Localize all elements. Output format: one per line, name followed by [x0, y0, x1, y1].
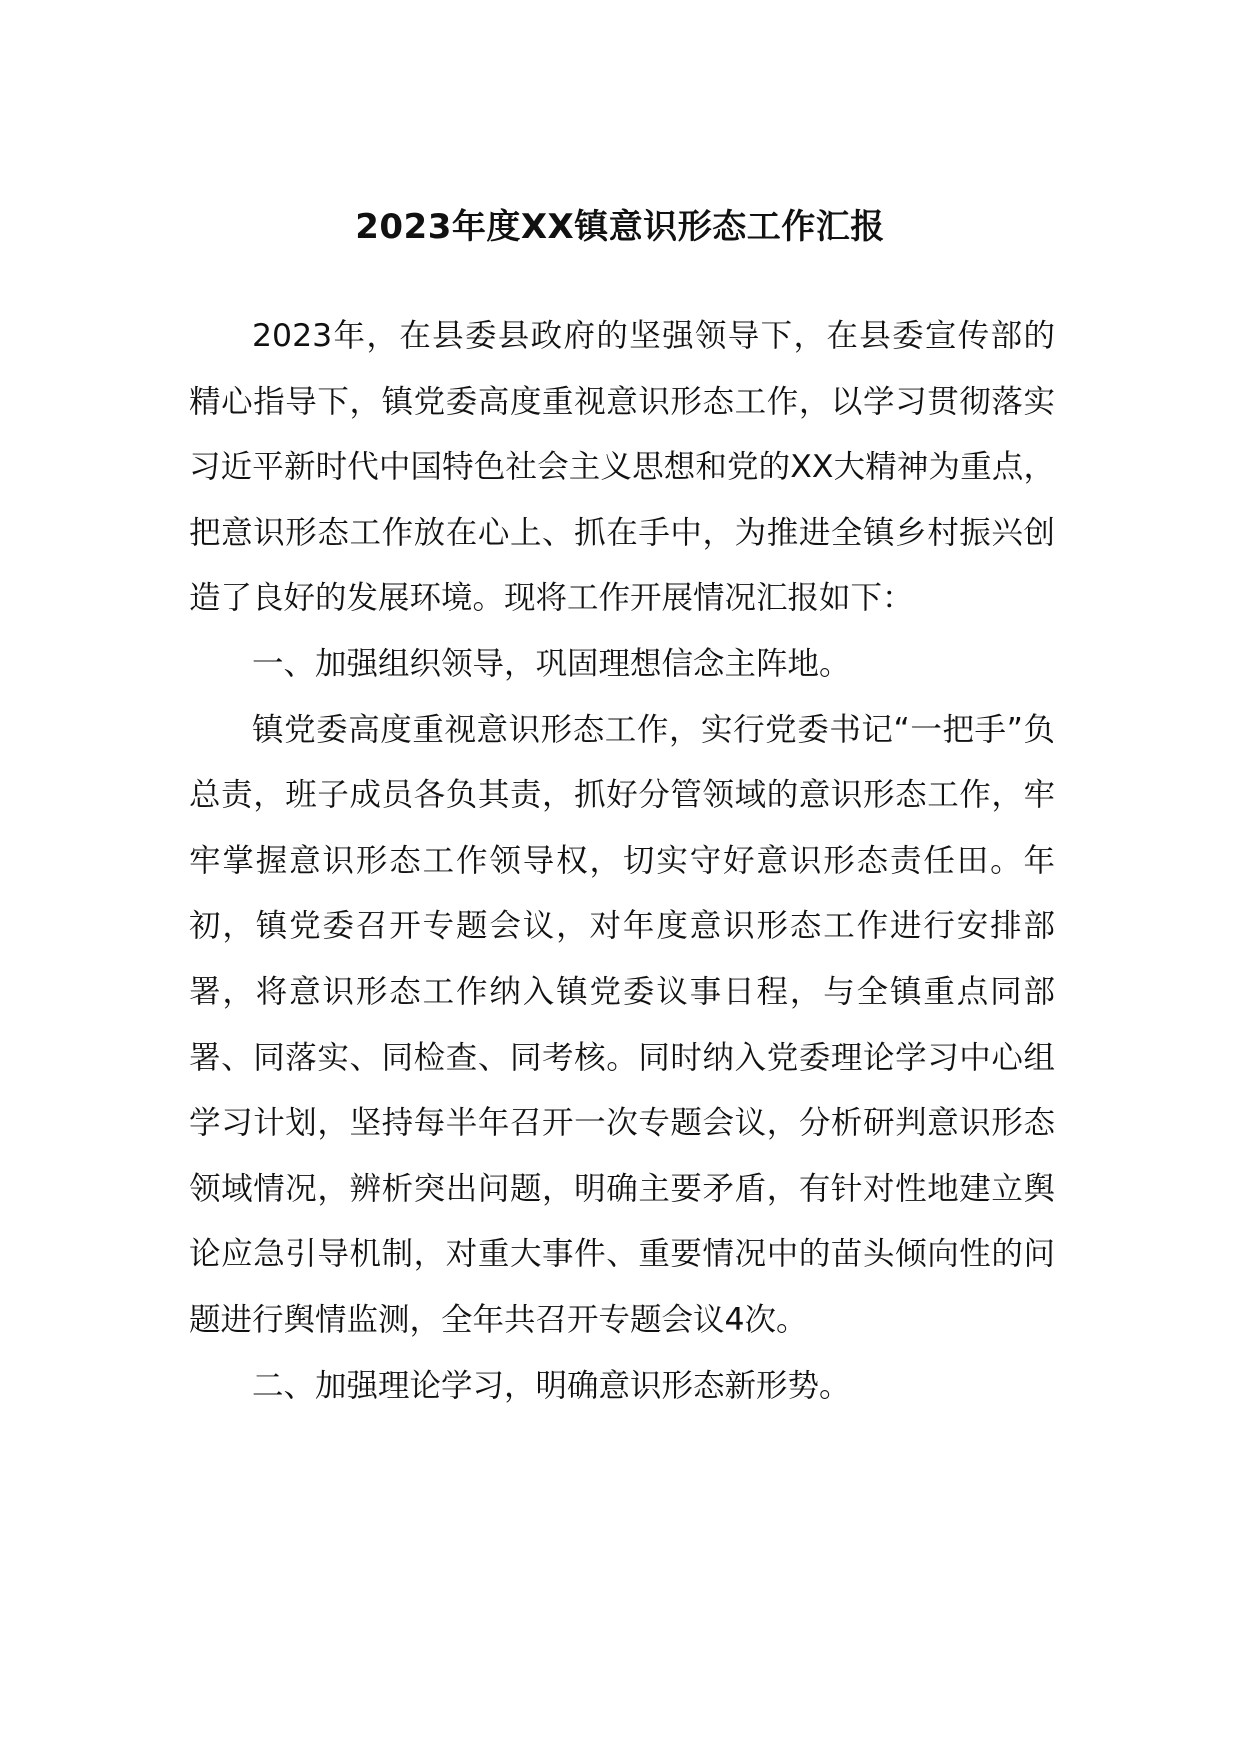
section-1-paragraph: 镇党委高度重视意识形态工作，实行党委书记“一把手”负总责，班子成员各负其责，抓好分管领域的意识形态工作，牢牢掌握意识形态工作领导权，切实守好意识形态责任田。年初，镇党委召开专题会议，对年度意识形态工作进行安排部署，将意识形态工作纳入镇党委议事日程，与全镇重点同部署、同落实、同检查、同考核。同时纳入党委理论学习中心组学习计划，坚持每半年召开一次专题会议，分析研判意识形态领域情况，辨析突出问题，明确主要矛盾，有针对性地建立舆论应急引导机制，对重大事件、重要情况中的苗头倾向性的问题进行舆情监测，全年共召开专题会议4次。 [189, 711, 1055, 1338]
section-heading-1: 一、加强组织领导，巩固理想信念主阵地。 [252, 645, 851, 682]
document-title: 2023年度XX镇意识形态工作汇报 [355, 207, 885, 247]
document-body [189, 304, 1055, 1419]
intro-paragraph: 2023年，在县委县政府的坚强领导下，在县委宣传部的精心指导下，镇党委高度重视意识形态工作，以学习贯彻落实习近平新时代中国特色社会主义思想和党的XX大精神为重点，把意识形态工作放在心上、抓在手中，为推进全镇乡村振兴创造了良好的发展环境。现将工作开展情况汇报如下： [189, 318, 1055, 617]
section-heading-2: 二、加强理论学习，明确意识形态新形势。 [252, 1367, 851, 1404]
